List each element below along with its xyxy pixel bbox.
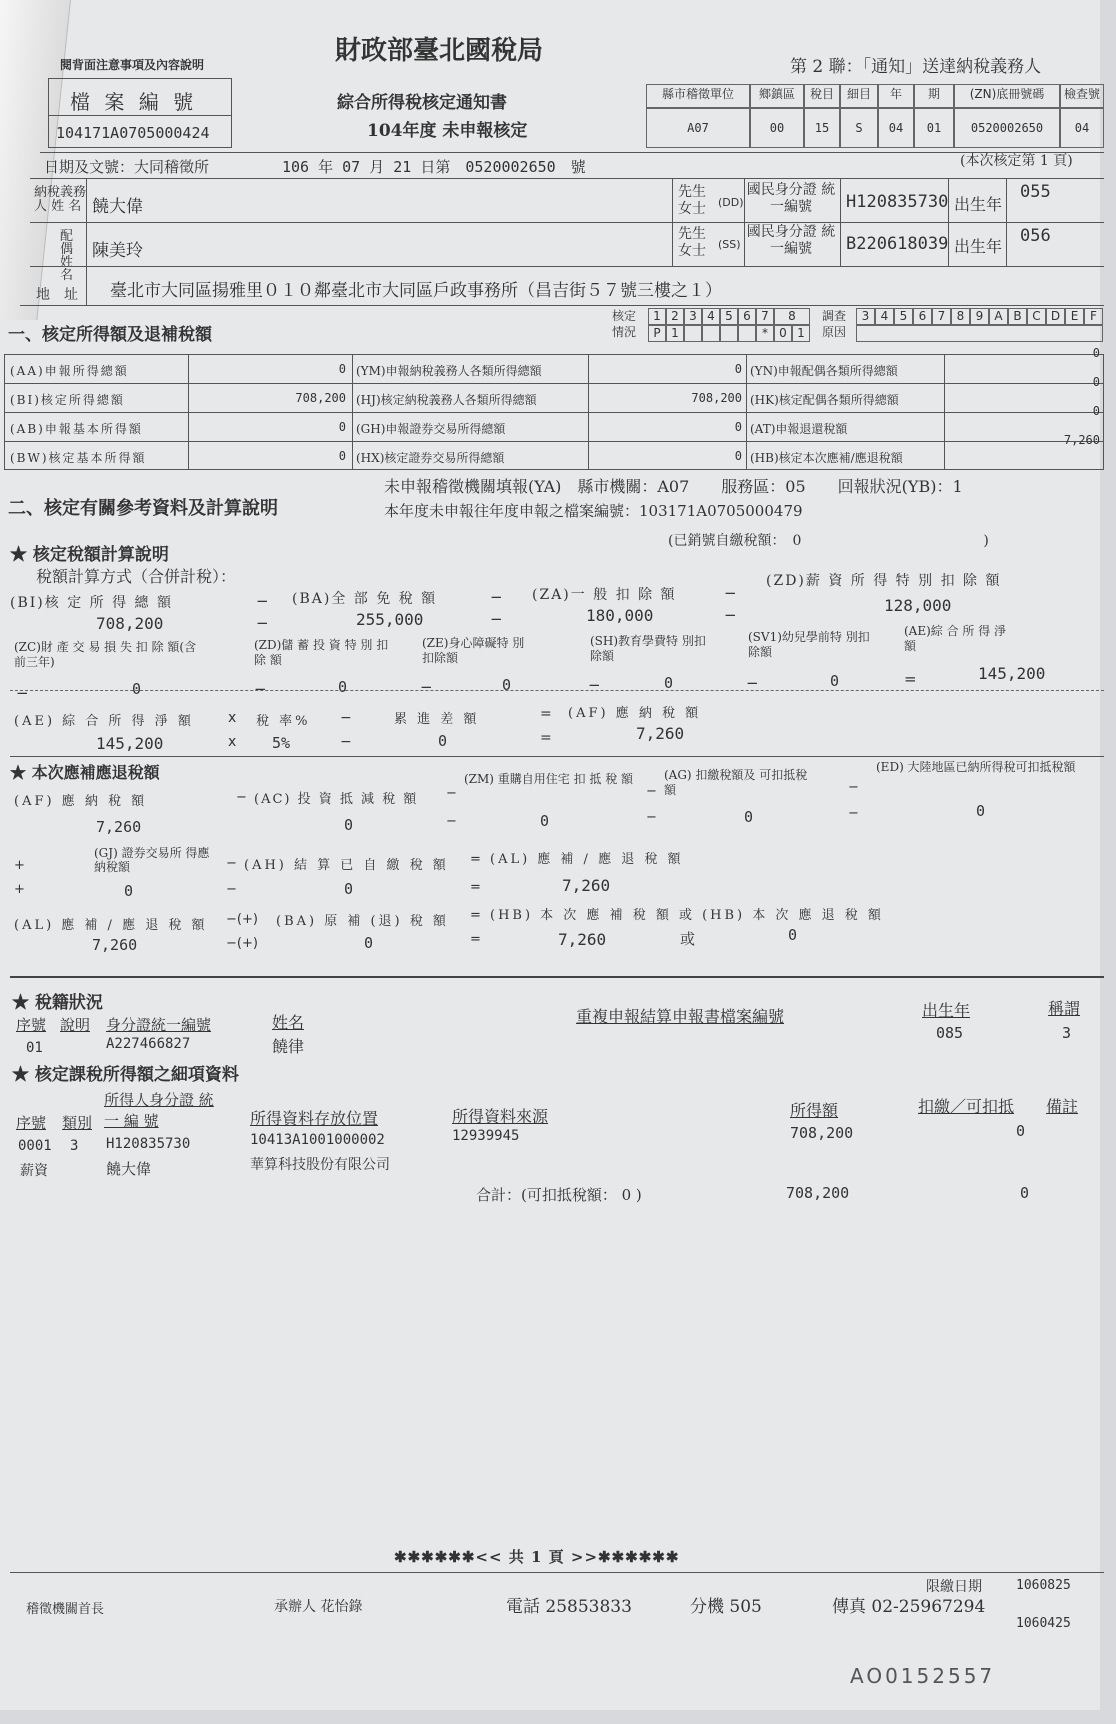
doc-title: 綜合所得稅核定通知書 [337,93,507,113]
page-note: (本次核定第 1 頁) [960,153,1073,169]
refund-value: 0 [364,934,374,952]
audit-digit: 8 [951,308,970,325]
col-header: 類別 [62,1114,93,1132]
col-header: 序號 [16,1016,47,1034]
row-value: 0 [1092,346,1100,360]
code-value: 00 [750,108,804,148]
row-label: (HX)核定證券交易所得總額 [356,451,505,465]
row-value: 0 [734,449,742,463]
total-label: 合計：(可扣抵稅額： 0 ) [476,1186,642,1204]
row-value: 0 [338,420,346,434]
status-value: 1 [792,325,810,342]
birth-label: 出生年 [954,195,1003,214]
calc-value: 0 [830,672,840,690]
office-title: 財政部臺北國稅局 [335,36,544,66]
prior-case-note: 本年度未申報往年度申報之檔案編號：103171A0705000479 [384,502,803,520]
refund-value: 7,260 [562,876,611,895]
col-header: 所得資料存放位置 [250,1109,379,1128]
status-value: 0 [774,325,792,342]
table-cell: 708,200 [790,1124,854,1142]
table-cell: 0001 [18,1138,52,1154]
calc-value: 145,200 [96,734,164,753]
col-header: 出生年 [922,1001,971,1020]
date-value: 106 年 07 月 21 日第 0520002650 號 [282,158,586,176]
col-header: 所得資料來源 [452,1107,549,1126]
back-note: 閱背面注意事項及內容說明 [60,58,205,72]
gender-label: 先生 女士 [678,184,706,217]
or-word: 或 [680,930,696,948]
doc-subtitle: 104年度 未申報核定 [367,121,528,141]
calc-label: (AE)綜 合 所 得 淨 額 [904,624,1007,653]
table-cell: 01 [26,1040,43,1056]
audit-values [856,325,1103,342]
table-cell: 3 [70,1138,79,1154]
row-value: 0 [338,449,346,463]
table-cell: 12939945 [452,1128,520,1144]
status-value [720,325,738,342]
calc-value: 0 [664,674,674,692]
section2-title: 二、核定有關參考資料及計算說明 [8,498,278,519]
code-value: 04 [1060,108,1104,148]
refund-label: (BA) 原 補 (退) 稅 額 [276,914,449,929]
spouse-label: 配 偶 姓 名 [60,229,74,283]
calc-value: 255,000 [356,610,424,629]
code-value: 04 [878,108,914,148]
fax: 傳真 02-25967294 [832,1597,986,1617]
col-header: 所得人身分證 統 一 編 號 [104,1091,214,1130]
copy-note: 第 2 聯：「通知」送達納稅義務人 [790,57,1042,77]
serial-number: AO0152557 [850,1664,996,1688]
page-count: ✱✱✱✱✱✱<< 共 1 頁 >>✱✱✱✱✱✱ [394,1548,680,1566]
row-label: (YN)申報配偶各類所得總額 [750,364,898,378]
row-label: (HK)核定配偶各類所得總額 [750,393,899,407]
audit-label: 調查 原因 [822,309,847,339]
code-header: 檢查號 [1060,84,1104,108]
code-header: 細目 [840,84,878,108]
audit-digit: F [1084,308,1103,325]
refund-label: (GJ) 證券交易所 得應納稅額 [94,846,210,874]
deadline: 1060825 [1016,1578,1071,1593]
calc-label: (ZA)一 般 扣 除 額 [532,587,677,603]
spouse-id: B220618039 [846,234,949,254]
status-value: 1 [666,325,684,342]
calc-value: 0 [502,676,512,694]
address: 臺北市大同區揚雅里０１０鄰臺北市大同區戶政事務所（昌吉街５７號三樓之１） [110,281,722,301]
refund-value: 7,260 [96,818,142,836]
code-value: S [840,108,878,148]
calc-value: 180,000 [586,606,654,625]
table-cell: 饒律 [272,1037,305,1056]
refund-label: (ZM) 重購自用住宅 扣 抵 稅 額 [464,772,634,786]
status-digit: 6 [738,308,756,325]
name-label: 納稅義務人 姓 名 [34,185,87,214]
status-digit: 1 [648,308,666,325]
table-cell: 華算科技股份有限公司 [250,1157,390,1173]
section3-title: ★ 本次應補應退稅額 [10,763,160,782]
row-label: (YM)申報納稅義務人各類所得總額 [356,364,542,378]
section4-title: ★ 稅籍狀況 [12,993,103,1013]
calc-label: (BI)核 定 所 得 總 額 [10,595,173,611]
paid-note: (已銷號自繳稅額： 0 ) [668,533,989,549]
row-label: (HJ)核定納稅義務人各類所得總額 [356,393,537,407]
refund-label: (AC) 投 資 抵 減 稅 額 [254,792,419,807]
ss-code: (SS) [718,238,741,251]
calc-title: ★ 核定稅額計算說明 [10,545,169,565]
spouse-birth-label: 出生年 [954,237,1003,256]
table-cell: 085 [936,1024,964,1042]
status-value: P [648,325,666,342]
code-header: 縣市稽徵單位 [646,84,750,108]
taxpayer-birth: 055 [1020,182,1051,202]
audit-digit: E [1065,308,1084,325]
code-value: 01 [914,108,954,148]
audit-digit: D [1046,308,1065,325]
status-digit: 4 [702,308,720,325]
row-label: (BW)核定基本所得額 [10,451,147,465]
section5-title: ★ 核定課稅所得額之細項資料 [12,1065,239,1085]
code-header: 期 [914,84,954,108]
row-value: 0 [734,420,742,434]
refund-value: 7,260 [558,930,607,949]
row-label: (BI)核定所得總額 [10,393,125,407]
dd-code: (DD) [718,196,744,209]
row-value: 0 [734,362,742,376]
refund-label: (AF) 應 納 稅 額 [14,794,148,809]
spouse-birth: 056 [1020,226,1051,246]
calc-label: (AE) 綜 合 所 得 淨 額 [14,714,194,729]
row-value: 7,260 [1063,433,1100,447]
calc-value: 128,000 [884,596,952,615]
status-value [702,325,720,342]
code-header: 稅目 [804,84,840,108]
audit-digit: 5 [894,308,913,325]
row-label: (HB)核定本次應補/應退稅額 [750,451,903,465]
refund-value: 7,260 [92,936,138,954]
row-value: 708,200 [295,391,346,405]
row-label: (AB)申報基本所得額 [10,422,143,436]
col-header: 說明 [60,1016,91,1034]
calc-label: (ZD)儲 蓄 投 資 特 別 扣 除 額 [254,638,389,667]
calc-value: 5% [272,734,291,752]
table-cell: 薪資 [20,1163,48,1179]
calc-label: (BA)全 部 免 稅 額 [292,591,438,607]
calc-label: (ZE)身心障礙特 別扣除額 [422,636,525,665]
id-label: 國民身分證 統一編號 [746,182,836,215]
refund-value: 0 [124,882,134,900]
col-header: 姓名 [272,1013,305,1032]
audit-digit: B [1008,308,1027,325]
refund-label: (HB) 本 次 應 補 稅 額 或 (HB) 本 次 應 退 稅 額 [490,908,884,923]
status-value [684,325,702,342]
status-digit: 2 [666,308,684,325]
table-cell: 3 [1062,1024,1072,1042]
code-header: 年 [878,84,914,108]
row-label: (GH)申報證券交易所得總額 [356,422,506,436]
col-header: 序號 [16,1114,47,1132]
status-digit: 3 [684,308,702,325]
refund-value: 0 [788,926,798,944]
calc-value: 145,200 [978,664,1046,683]
audit-digit: 6 [913,308,932,325]
refund-label: (AL) 應 補 / 應 退 稅 額 [14,918,208,933]
total-withheld: 0 [1020,1184,1030,1202]
addr-label: 地 址 [36,287,78,303]
code-header: 鄉鎮區 [750,84,804,108]
row-value: 0 [1092,404,1100,418]
refund-value: 0 [344,880,354,898]
case-no-label: 檔 案 編 號 [70,90,198,114]
spouse-gender-label: 先生 女士 [678,226,706,259]
row-value: 708,200 [691,391,742,405]
calc-label: 累 進 差 額 [394,712,480,727]
refund-value: 0 [540,812,550,830]
total-amount: 708,200 [786,1184,850,1202]
audit-digit: 7 [932,308,951,325]
calc-method: 稅額計算方式（合併計稅）： [36,567,237,586]
col-header: 稱謂 [1048,999,1081,1018]
code-header: (ZN)底冊號碼 [954,84,1060,108]
calc-label: (AF) 應 納 稅 額 [568,706,702,721]
row-label: (AT)申報退還稅額 [750,422,848,436]
audit-digit: 9 [970,308,989,325]
status-value [738,325,756,342]
extension: 分機 505 [690,1597,762,1617]
issue-date: 1060425 [1016,1616,1071,1631]
calc-label: (SV1)幼兒學前特 別扣除額 [748,630,870,659]
row-value: 0 [1092,375,1100,389]
date-label: 日期及文號：大同稽徵所 [44,158,210,176]
calc-label: (ZC)財 產 交 易 損 失 扣 除 額(含前三年) [14,640,197,669]
refund-label: (ED) 大陸地區已納所得稅可扣抵稅額 [876,760,1076,774]
col-header: 所得額 [790,1101,839,1120]
table-cell: 0 [1016,1122,1026,1140]
calc-label: (ZD)薪 資 所 得 特 別 扣 除 額 [766,573,1002,589]
col-header: 身分證統一編號 [106,1016,212,1034]
refund-label: (AL) 應 補 / 應 退 稅 額 [490,852,684,867]
code-value: 15 [804,108,840,148]
calc-value: 0 [338,678,348,696]
col-header: 重複申報結算申報書檔案編號 [576,1007,785,1026]
calc-label: (SH)教育學費特 別扣除額 [590,634,706,663]
audit-digit: 4 [875,308,894,325]
status-value: * [756,325,774,342]
chief-label: 稽徵機關首長 [26,1602,105,1617]
table-cell: H120835730 [106,1136,191,1152]
handler: 承辦人 花怡錄 [274,1599,363,1615]
refund-value: 0 [344,816,354,834]
col-header: 扣繳／可扣抵 [918,1097,1015,1116]
spouse-name: 陳美玲 [92,241,143,261]
calc-value: 708,200 [96,614,164,633]
col-header: 備註 [1046,1097,1079,1116]
refund-label: (AG) 扣繳稅額及 可扣抵稅額 [664,768,808,797]
case-no: 104171A0705000424 [56,124,210,142]
taxpayer-name: 饒大偉 [92,197,143,217]
calc-value: 7,260 [636,724,685,743]
code-value: 0520002650 [954,108,1060,148]
status-digit: 8 [774,308,810,325]
refund-value: 0 [744,808,754,826]
refund-label: (AH) 結 算 已 自 繳 稅 額 [244,858,449,873]
table-cell: 10413A1001000002 [250,1132,385,1148]
table-cell: 饒大偉 [106,1160,152,1178]
status-label: 核定 情況 [612,309,637,339]
calc-value: 0 [438,732,448,750]
deadline-label: 限繳日期 [926,1579,982,1595]
audit-digit: A [989,308,1008,325]
table-cell: A227466827 [106,1036,191,1052]
audit-digit: C [1027,308,1046,325]
row-label: (AA)申報所得總額 [10,364,129,378]
status-digit: 5 [720,308,738,325]
audit-digit: 3 [856,308,875,325]
row-value: 0 [338,362,346,376]
status-digit: 7 [756,308,774,325]
section1-title: 一、核定所得額及退補稅額 [8,325,212,345]
taxpayer-id: H120835730 [846,192,949,212]
phone: 電話 25853833 [506,1597,632,1617]
tax-notice-page: 閱背面注意事項及內容說明 檔 案 編 號 104171A0705000424 財政部臺北國稅局 綜合所得稅核定通知書 104年度 未申報核定 第 2 聯：「通知」送達納稅義務人 縣市稽徵單位 鄉鎮區 稅目 細目 年 期 (ZN)底冊號碼 檢查號 A07 00 15 S 04 01 0520002650 04 (本次核定第 1 頁) 日期及文號：大同稽徵所 106 年 07 月 21 日第 0520002650 號 納稅義務人 姓 名 饒大偉 先生 女士 (DD) 國民身分證 統一編號 H120835730 出生年 055 配 偶 姓 名 陳美玲 先生 女士 (SS) 國民身分證 統一編號 B220618039 出生年 056 地 址 臺北市大同區揚雅里０１０鄰臺北市大同區戶政事務所（昌吉街５７號三樓之１） 一、核定所得額及退補稅額 核定 情況 1 2 3 4 5 6 7 8 P 1 * 0 1 調查 原因 3 4 5 6 7 8 9 A B C D E F (AA)申報所得總額 0 (YM)申報納稅義務人各類所得總額 0 (YN)申報配偶各類所得總額 0 (BI)核定所得總額 708,200 (HJ)核定納稅義務人各類所得總額 708,200 (HK)核定配偶各類所得總額 0 (AB)申報基本所得額 0 (GH)申報證券交易所得總額 0 (AT)申報退還稅額 0 (BW)核定基本所得額 0 (HX)核定證券交易所得總額 0 (HB)核定本次應補/應退稅額 7,260 未申報稽徵機關填報(YA) 縣市機關：A07 服務區：05 回報狀況(YB)：1 二、核定有關參考資料及計算說明 本年度未申報往年度申報之檔案編號：103171A0705000479 (已銷號自繳稅額： 0 ) ★ 核定稅額計算說明 稅額計算方式（合併計稅）： (BI)核 定 所 得 總 額 − (BA)全 部 免 稅 額 − (ZA)一 般 扣 除 額 − (ZD)薪 資 所 得 特 別 扣 除 額 708,200 − 255,000 − 180,000 − 128,000 (ZC)財 產 交 易 損 失 扣 除 額(含前三年) (ZD)儲 蓄 投 資 特 別 扣 除 額 (ZE)身心障礙特 別扣除額 (SH)教育學費特 別扣除額 (SV1)幼兒學前特 別扣除額 (AE)綜 合 所 得 淨 額 − 0 − 0 − 0 − 0 − 0 = 145,200 (AE) 綜 合 所 得 淨 額 x 稅 率% − 累 進 差 額 = (AF) 應 納 稅 額 145,200 x 5% − 0 = 7,260 ★ 本次應補應退稅額 (AF) 應 納 稅 額 − (AC) 投 資 抵 減 稅 額 − (ZM) 重購自用住宅 扣 抵 稅 額 − (AG) 扣繳稅額及 可扣抵稅額 − (ED) 大陸地區已納所得稅可扣抵稅額 7,260 0 − 0 − 0 − 0 + (GJ) 證券交易所 得應納稅額 − (AH) 結 算 已 自 繳 稅 額 = (AL) 應 補 / 應 退 稅 額 + 0 − 0 = 7,260 (AL) 應 補 / 應 退 稅 額 −(+) (BA) 原 補 (退) 稅 額 = (HB) 本 次 應 補 稅 額 或 (HB) 本 次 應 退 稅 額 7,260 −(+) 0 = 7,260 或 0 ★ 稅籍狀況 序號 說明 身分證統一編號 姓名 重複申報結算申報書檔案編號 出生年 稱謂 01 A227466827 饒律 085 3 ★ 核定課稅所得額之細項資料 序號 類別 所得人身分證 統 一 編 號 所得資料存放位置 所得資料來源 所得額 扣繳／可扣抵 備註 0001 3 H120835730 10413A1001000002 12939945 708,200 0 薪資 饒大偉 華算科技股份有限公司 合計：(可扣抵稅額： 0 ) 708,200 0 ✱✱✱✱✱✱<< 共 1 頁 >>✱✱✱✱✱✱ 稽徵機關首長 承辦人 花怡錄 電話 25853833 分機 505 傳真 02-25967294 限繳日期 1060825 1060425 AO0152557 [0,0,1100,1710]
spouse-id-label: 國民身分證 統一編號 [746,224,836,257]
filing-note: 未申報稽徵機關填報(YA) 縣市機關：A07 服務區：05 回報狀況(YB)：1 [384,477,963,496]
refund-value: 0 [976,802,986,820]
code-value: A07 [646,108,750,148]
calc-value: 0 [132,680,142,698]
calc-label: 稅 率% [256,714,311,729]
